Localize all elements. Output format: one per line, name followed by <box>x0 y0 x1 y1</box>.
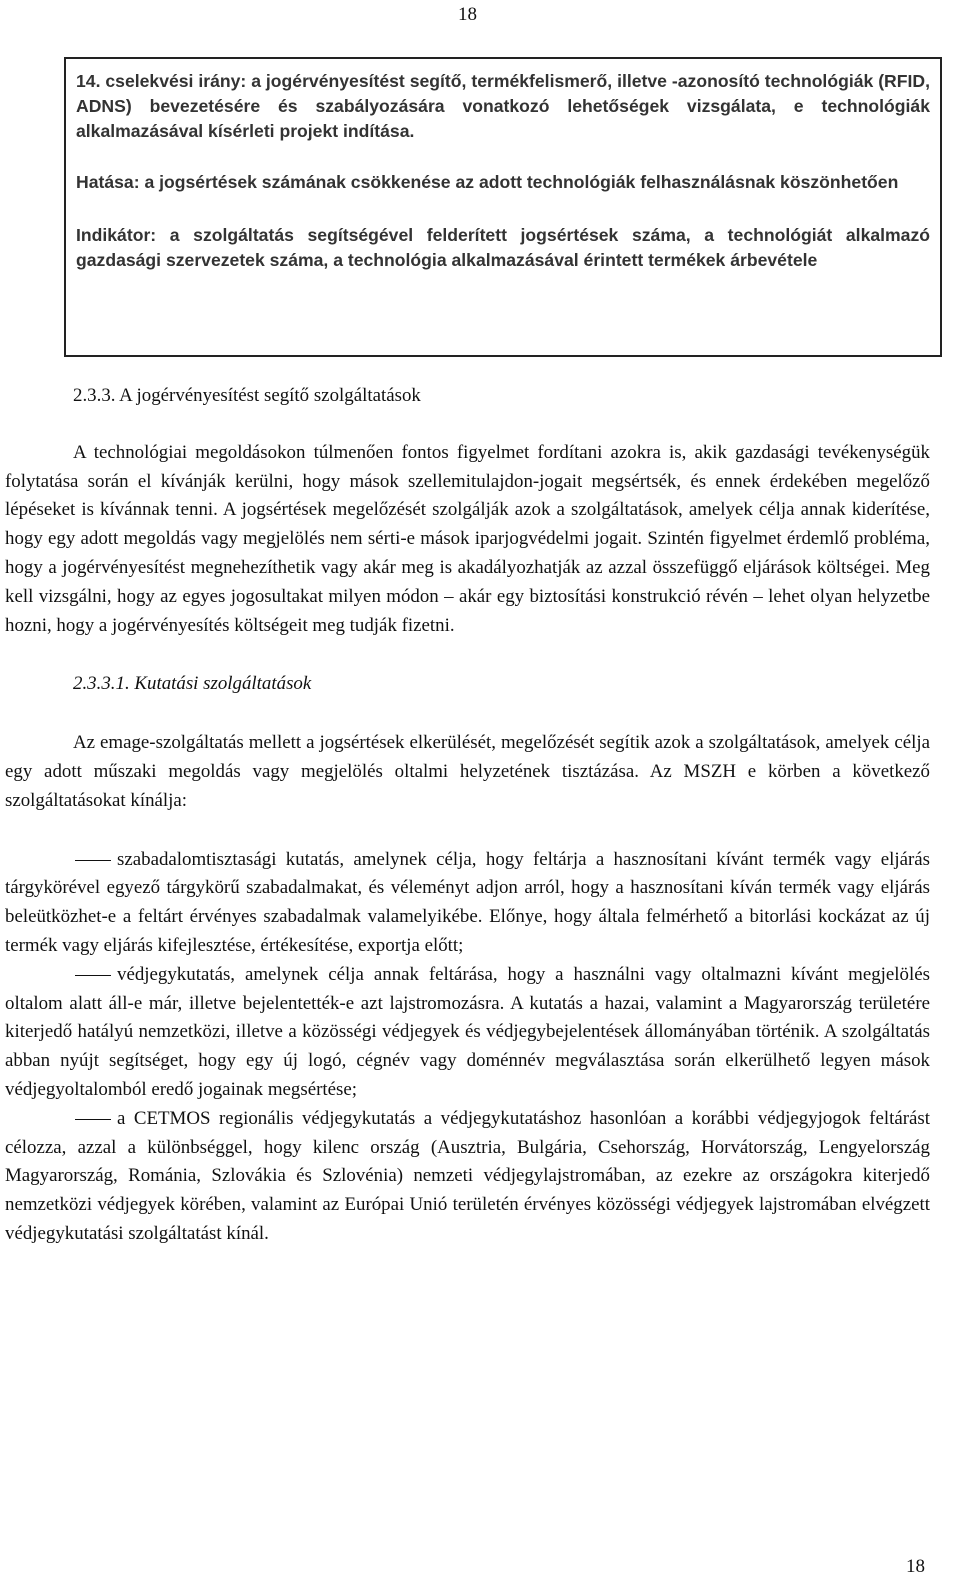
dash-icon <box>75 1119 111 1120</box>
indicator-text: Indikátor: a szolgáltatás segítségével felderített jogsértések száma, a technológiát alkalmazó gazdasági szervezetek száma, a technológia alkalmazásával érintett termékek árbevétele <box>76 225 930 270</box>
subsection-heading: 2.3.3.1. Kutatási szolgáltatások <box>73 673 312 695</box>
main-content <box>5 382 930 1249</box>
page-number-bottom: 18 <box>906 1556 925 1577</box>
effect-text: Hatása: a jogsértések számának csökkenése az adott technológiák felhasználásnak köszönhetően <box>76 172 899 192</box>
action-line: 14. cselekvési irány: a jogérvényesítést segítő, termékfelismerő, illetve -azonosító technológiák (RFID, ADNS) bevezetésére és szabályozására vonatkozó lehetőségek vizsgálata, e technológiák alkalmazásával kísérleti projekt indítása. <box>76 71 930 141</box>
dash-icon <box>75 975 111 976</box>
action-box <box>64 57 942 357</box>
page-number-top: 18 <box>458 4 477 25</box>
list-item: a CETMOS regionális védjegykutatás a védjegykutatáshoz hasonlóan a korábbi védjegyjogok feltárást célozza, azzal a különbséggel, hogy kilenc ország (Ausztria, Bulgária, Csehország, Horvátország, Lengyelország Magyarország, Románia, Szlovákia és Szlovénia) nemzeti védjegylajstromában, az ezekre az országokra kiterjedő nemzetközi védjegyek körében, valamint az Európai Unió területén érvényes közösségi védjegyek lajstromában elvégzett védjegykutatási szolgáltatást kínál. <box>5 1107 930 1244</box>
list-item: védjegykutatás, amelynek célja annak feltárása, hogy a használni vagy oltalmazni kívánt megjelölés oltalom alatt áll-e már, illetve bejelentették-e azt lajstromozásra. A kutatás a hazai, valamint a Magyarország területére kiterjedő hatályú nemzetközi, illetve a közösségi védjegyek és védjegybejelentések állományában történik. A szolgáltatás abban nyújt segítséget, hogy egy új logó, cégnév vagy doménnév megválasztása során elkerülhető legyen mások védjegyoltalomból eredő jogainak megsértése; <box>5 963 930 1100</box>
list-item: szabadalomtisztasági kutatás, amelynek célja, hogy feltárja a hasznosítani kívánt termék vagy eljárás tárgykörével egyező tárgykörű szabadalmakat, és véleményt adjon arról, hogy a hasznosítani kíván termék vagy eljárás beleütközhet-e a feltárt érvényes szabadalmak valamelyikébe. Előnye, hogy általa felmérhető a bitorlási kockázat az új termék vagy eljárás kifejlesztése, értékesítése, exportja előtt; <box>5 848 930 956</box>
section-heading: 2.3.3. A jogérvényesítést segítő szolgáltatások <box>73 385 421 406</box>
dash-icon <box>75 860 111 861</box>
subsection-intro: Az emage-szolgáltatás mellett a jogsértések elkerülését, megelőzését segítik azok a szolgáltatások, amelyek célja egy adott műszaki megoldás vagy megjelölés oltalmi helyzetének tisztázása. Az MSZH e körben a következő szolgáltatásokat kínálja: <box>5 732 930 811</box>
section-paragraph: A technológiai megoldásokon túlmenően fontos figyelmet fordítani azokra is, akik gazdasági tevékenységük folytatása során el kívánják kerülni, hogy mások szellemitulajdon-jogait megsértsék, és ennek érdekében megelőző lépéseket is kívánnak tenni. A jogsértések megelőzését szolgálják azok a szolgáltatások, amelyek célja annak kiderítése, hogy egy adott megoldás vagy megjelölés nem sérti-e mások iparjogvédelmi jogait. Szintén figyelmet érdemlő probléma, hogy a jogérvényesítést megnehezíthetik vagy akár meg is akadályozhatják az azzal összefüggő eljárások költségei. Meg kell vizsgálni, hogy az egyes jogosultakat milyen módon – akár egy biztosítási konstrukció révén – lehet olyan helyzetbe hozni, hogy a jogérvényesítés költségeit meg tudják fizetni. <box>5 441 930 636</box>
